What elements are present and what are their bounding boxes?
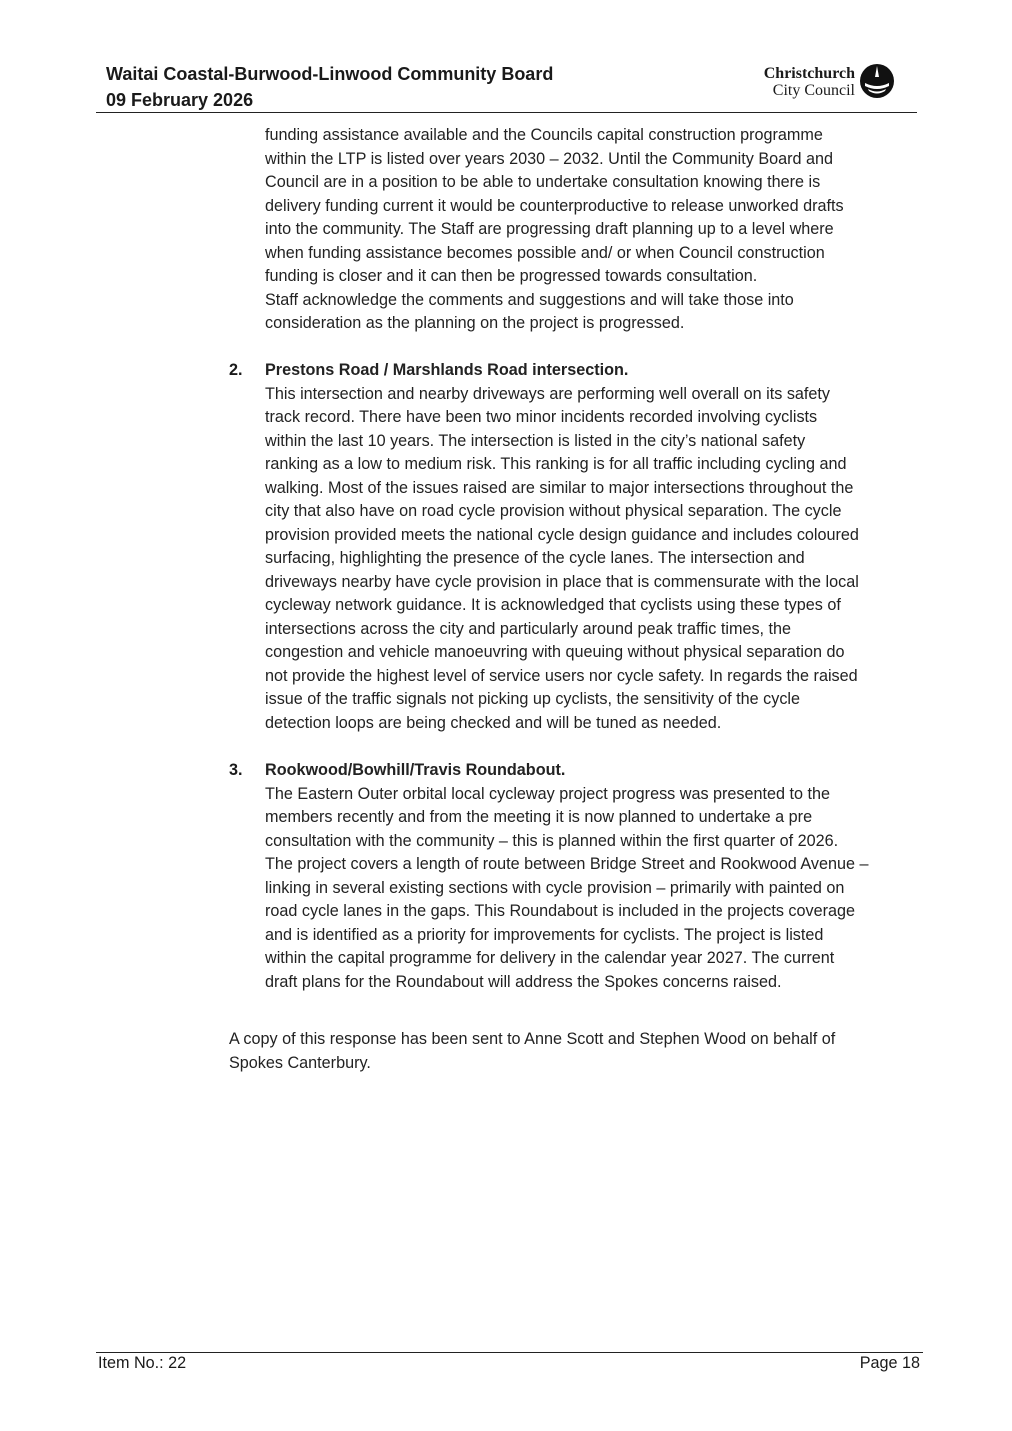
text-line: linking in several existing sections with cycle provision – primarily with painted on bbox=[265, 878, 845, 897]
text-line: This intersection and nearby driveways are performing well overall on its safety bbox=[265, 384, 831, 403]
text-line: surfacing, highlighting the presence of the cycle lanes. The intersection and bbox=[265, 549, 805, 567]
item-number: 3. bbox=[229, 761, 243, 779]
council-logo bbox=[746, 62, 901, 102]
text-line: detection loops are being checked and will be tuned as needed. bbox=[265, 713, 722, 732]
item-number: 2. bbox=[229, 361, 243, 379]
closing-paragraph bbox=[229, 1028, 919, 1075]
text-line: and is identified as a priority for improvements for cyclists. The project is listed bbox=[265, 925, 824, 944]
text-line: intersections across the city and particularly around peak traffic times, the bbox=[265, 619, 792, 638]
text-line: issue of the traffic signals not picking up cyclists, the sensitivity of the cycle bbox=[265, 690, 801, 708]
text-line: not provide the highest level of service users nor cycle safety. In regards the raised bbox=[265, 666, 858, 685]
item-3-block bbox=[265, 759, 925, 994]
continuation-paragraph bbox=[265, 124, 925, 336]
text-line: track record. There have been two minor incidents recorded involving cyclists bbox=[265, 408, 818, 426]
text-line: road cycle lanes in the gaps. This Roundabout is included in the projects coverage bbox=[265, 902, 856, 920]
text-line: A copy of this response has been sent to Anne Scott and Stephen Wood on behalf of bbox=[229, 1030, 836, 1048]
text-line: delivery funding current it would be counterproductive to release unworked drafts bbox=[265, 196, 844, 215]
text-line: consideration as the planning on the project is progressed. bbox=[265, 314, 685, 332]
text-line: The Eastern Outer orbital local cycleway project progress was presented to the bbox=[265, 784, 831, 803]
item-heading: Rookwood/Bowhill/Travis Roundabout. bbox=[265, 761, 566, 779]
text-line: funding assistance available and the Councils capital construction programme bbox=[265, 126, 823, 144]
text-line: within the LTP is listed over years 2030 – 2032. Until the Community Board and bbox=[265, 149, 834, 168]
header-rule bbox=[96, 112, 917, 113]
text-line: when funding assistance becomes possible and/ or when Council construction bbox=[265, 243, 825, 262]
text-line: draft plans for the Roundabout will address the Spokes concerns raised. bbox=[265, 972, 782, 991]
text-line: into the community. The Staff are progressing draft planning up to a level where bbox=[265, 220, 834, 238]
item-number-footer: Item No.: 22 bbox=[98, 1354, 187, 1372]
text-line: consultation with the community – this is planned within the first quarter of 2026. bbox=[265, 831, 839, 850]
logo-text-line1: Christchurch bbox=[763, 65, 855, 82]
text-line: congestion and vehicle manoeuvring with queuing without physical separation do bbox=[265, 643, 845, 661]
logo-text-line2: City Council bbox=[772, 82, 855, 99]
text-line: Staff acknowledge the comments and suggestions and will take those into bbox=[265, 290, 794, 309]
text-line: members recently and from the meeting it is now planned to undertake a pre bbox=[265, 808, 813, 826]
page-number: Page 18 bbox=[859, 1354, 920, 1372]
page-header bbox=[96, 60, 916, 112]
item-heading: Prestons Road / Marshlands Road intersection. bbox=[265, 361, 629, 379]
item-2-block bbox=[265, 359, 925, 735]
text-line: within the last 10 years. The intersection is listed in the city’s national safety bbox=[265, 431, 806, 450]
text-line: Council are in a position to be able to undertake consultation knowing there is bbox=[265, 173, 821, 191]
text-line: driveways nearby have cycle provision in place that is commensurate with the local bbox=[265, 572, 859, 591]
cathedral-emblem-icon bbox=[859, 63, 895, 99]
board-title: Waitai Coastal-Burwood-Linwood Community Board bbox=[106, 64, 554, 84]
text-line: ranking as a low to medium risk. This ranking is for all traffic including cycling and bbox=[265, 455, 847, 473]
text-line: Spokes Canterbury. bbox=[229, 1053, 371, 1072]
footer-rule bbox=[96, 1352, 923, 1353]
text-line: within the capital programme for delivery in the calendar year 2027. The current bbox=[265, 949, 835, 967]
text-line: cycleway network guidance. It is acknowledged that cyclists using these types of bbox=[265, 596, 841, 614]
text-line: The project covers a length of route between Bridge Street and Rookwood Avenue – bbox=[265, 855, 869, 873]
meeting-date: 09 February 2026 bbox=[106, 90, 254, 110]
text-line: walking. Most of the issues raised are similar to major intersections throughout the bbox=[265, 478, 854, 497]
text-line: city that also have on road cycle provision without physical separation. The cycle bbox=[265, 502, 842, 520]
text-line: provision provided meets the national cycle design guidance and includes coloured bbox=[265, 525, 859, 544]
text-line: funding is closer and it can then be progressed towards consultation. bbox=[265, 267, 758, 285]
